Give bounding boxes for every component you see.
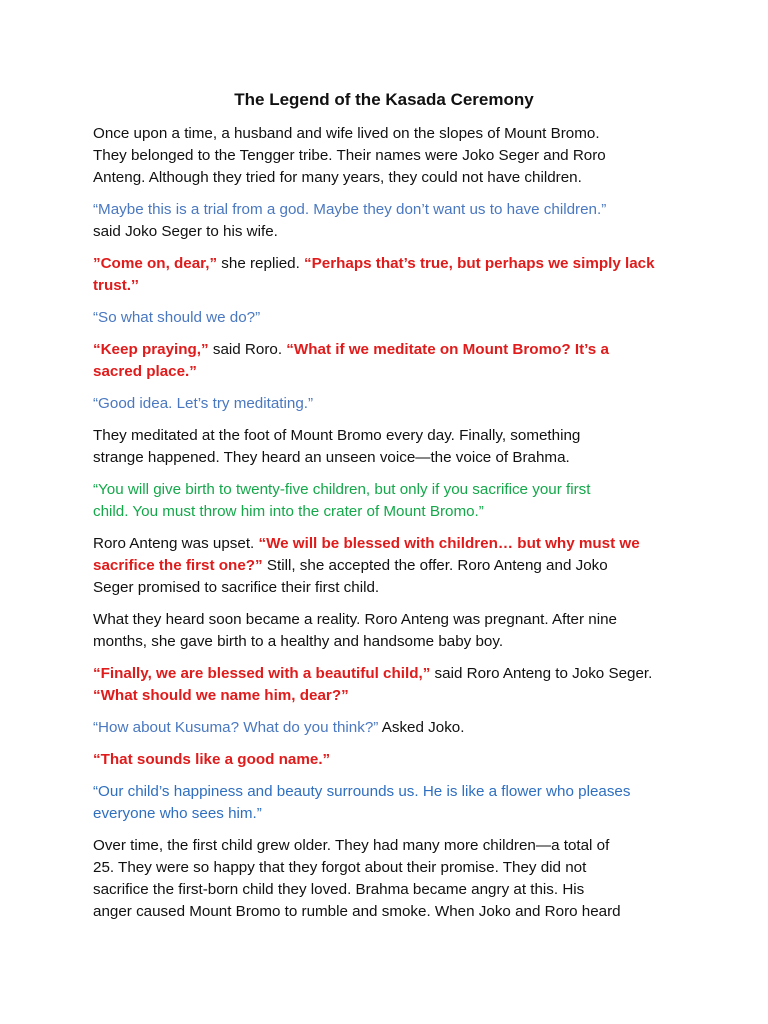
paragraph-15-line-2: 25. They were so happy that they forgot about their promise. They did not — [93, 859, 587, 876]
paragraph-12 — [93, 717, 685, 739]
paragraph-15-line-3: sacrifice the first-born child they loved. Brahma became angry at this. His — [93, 881, 585, 898]
paragraph-2 — [93, 199, 685, 243]
paragraph-14 — [93, 781, 685, 825]
paragraph-15-line-4: anger caused Mount Bromo to rumble and smoke. When Joko and Roro heard — [93, 903, 621, 920]
narration: Asked Joko. — [378, 719, 465, 736]
joko-dialogue: “Our child’s happiness and beauty surrounds us. He is like a flower who pleases — [93, 783, 631, 800]
paragraph-13 — [93, 749, 685, 771]
paragraph-1 — [93, 123, 685, 189]
paragraph-9 — [93, 533, 685, 599]
paragraph-7-line-1: They meditated at the foot of Mount Bromo every day. Finally, something — [93, 427, 581, 444]
paragraph-1-line-3: Anteng. Although they tried for many years, they could not have children. — [93, 169, 582, 186]
narration: she replied. — [217, 255, 305, 272]
narration: said Roro. — [208, 341, 287, 358]
joko-dialogue: “How about Kusuma? What do you think?” — [93, 719, 379, 736]
paragraph-10-line-2: months, she gave birth to a healthy and handsome baby boy. — [93, 633, 504, 650]
paragraph-5 — [93, 339, 685, 383]
brahma-dialogue: “You will give birth to twenty-five children, but only if you sacrifice your first — [93, 481, 591, 498]
joko-dialogue: “So what should we do?” — [93, 309, 261, 326]
paragraph-15-line-1: Over time, the first child grew older. They had many more children—a total of — [93, 837, 610, 854]
roro-dialogue: ”Come on, dear,” — [93, 255, 218, 272]
paragraph-4 — [93, 307, 685, 329]
paragraph-10 — [93, 609, 685, 653]
roro-dialogue: “What if we meditate on Mount Bromo? It’s a — [286, 341, 609, 358]
paragraph-10-line-1: What they heard soon became a reality. Roro Anteng was pregnant. After nine — [93, 611, 617, 628]
paragraph-1-line-1: Once upon a time, a husband and wife lived on the slopes of Mount Bromo. — [93, 125, 600, 142]
paragraph-11 — [93, 663, 685, 707]
roro-dialogue: “We will be blessed with children… but why must we — [258, 535, 640, 552]
narration: Roro Anteng was upset. — [93, 535, 259, 552]
document-body — [93, 123, 685, 933]
paragraph-1-line-2: They belonged to the Tengger tribe. Their names were Joko Seger and Roro — [93, 147, 606, 164]
roro-dialogue: “Perhaps that’s true, but perhaps we simply lack — [304, 255, 655, 272]
narration: said Roro Anteng to Joko Seger. — [430, 665, 653, 682]
roro-dialogue: “That sounds like a good name.” — [93, 751, 331, 768]
paragraph-9-line-3: Seger promised to sacrifice their first child. — [93, 579, 380, 596]
paragraph-8 — [93, 479, 685, 523]
brahma-dialogue: child. You must throw him into the crater of Mount Bromo.” — [93, 503, 484, 520]
paragraph-7-line-2: strange happened. They heard an unseen voice—the voice of Brahma. — [93, 449, 570, 466]
roro-dialogue: trust.’’ — [93, 277, 139, 294]
document-title: The Legend of the Kasada Ceremony — [234, 90, 534, 109]
paragraph-3 — [93, 253, 685, 297]
roro-dialogue: “Keep praying,” — [93, 341, 209, 358]
paragraph-6 — [93, 393, 685, 415]
paragraph-7 — [93, 425, 685, 469]
roro-dialogue: “Finally, we are blessed with a beautiful child,” — [93, 665, 431, 682]
paragraph-15 — [93, 835, 685, 923]
joko-dialogue: “Maybe this is a trial from a god. Maybe they don’t want us to have children.” — [93, 201, 607, 218]
joko-dialogue: “Good idea. Let’s try meditating.” — [93, 395, 314, 412]
paragraph-2-line-2: said Joko Seger to his wife. — [93, 223, 278, 240]
roro-dialogue: sacred place.” — [93, 363, 197, 380]
roro-dialogue: sacrifice the first one?” — [93, 557, 263, 574]
joko-dialogue: everyone who sees him.” — [93, 805, 262, 822]
narration: Still, she accepted the offer. Roro Anteng and Joko — [262, 557, 608, 574]
roro-dialogue: “What should we name him, dear?” — [93, 687, 349, 704]
